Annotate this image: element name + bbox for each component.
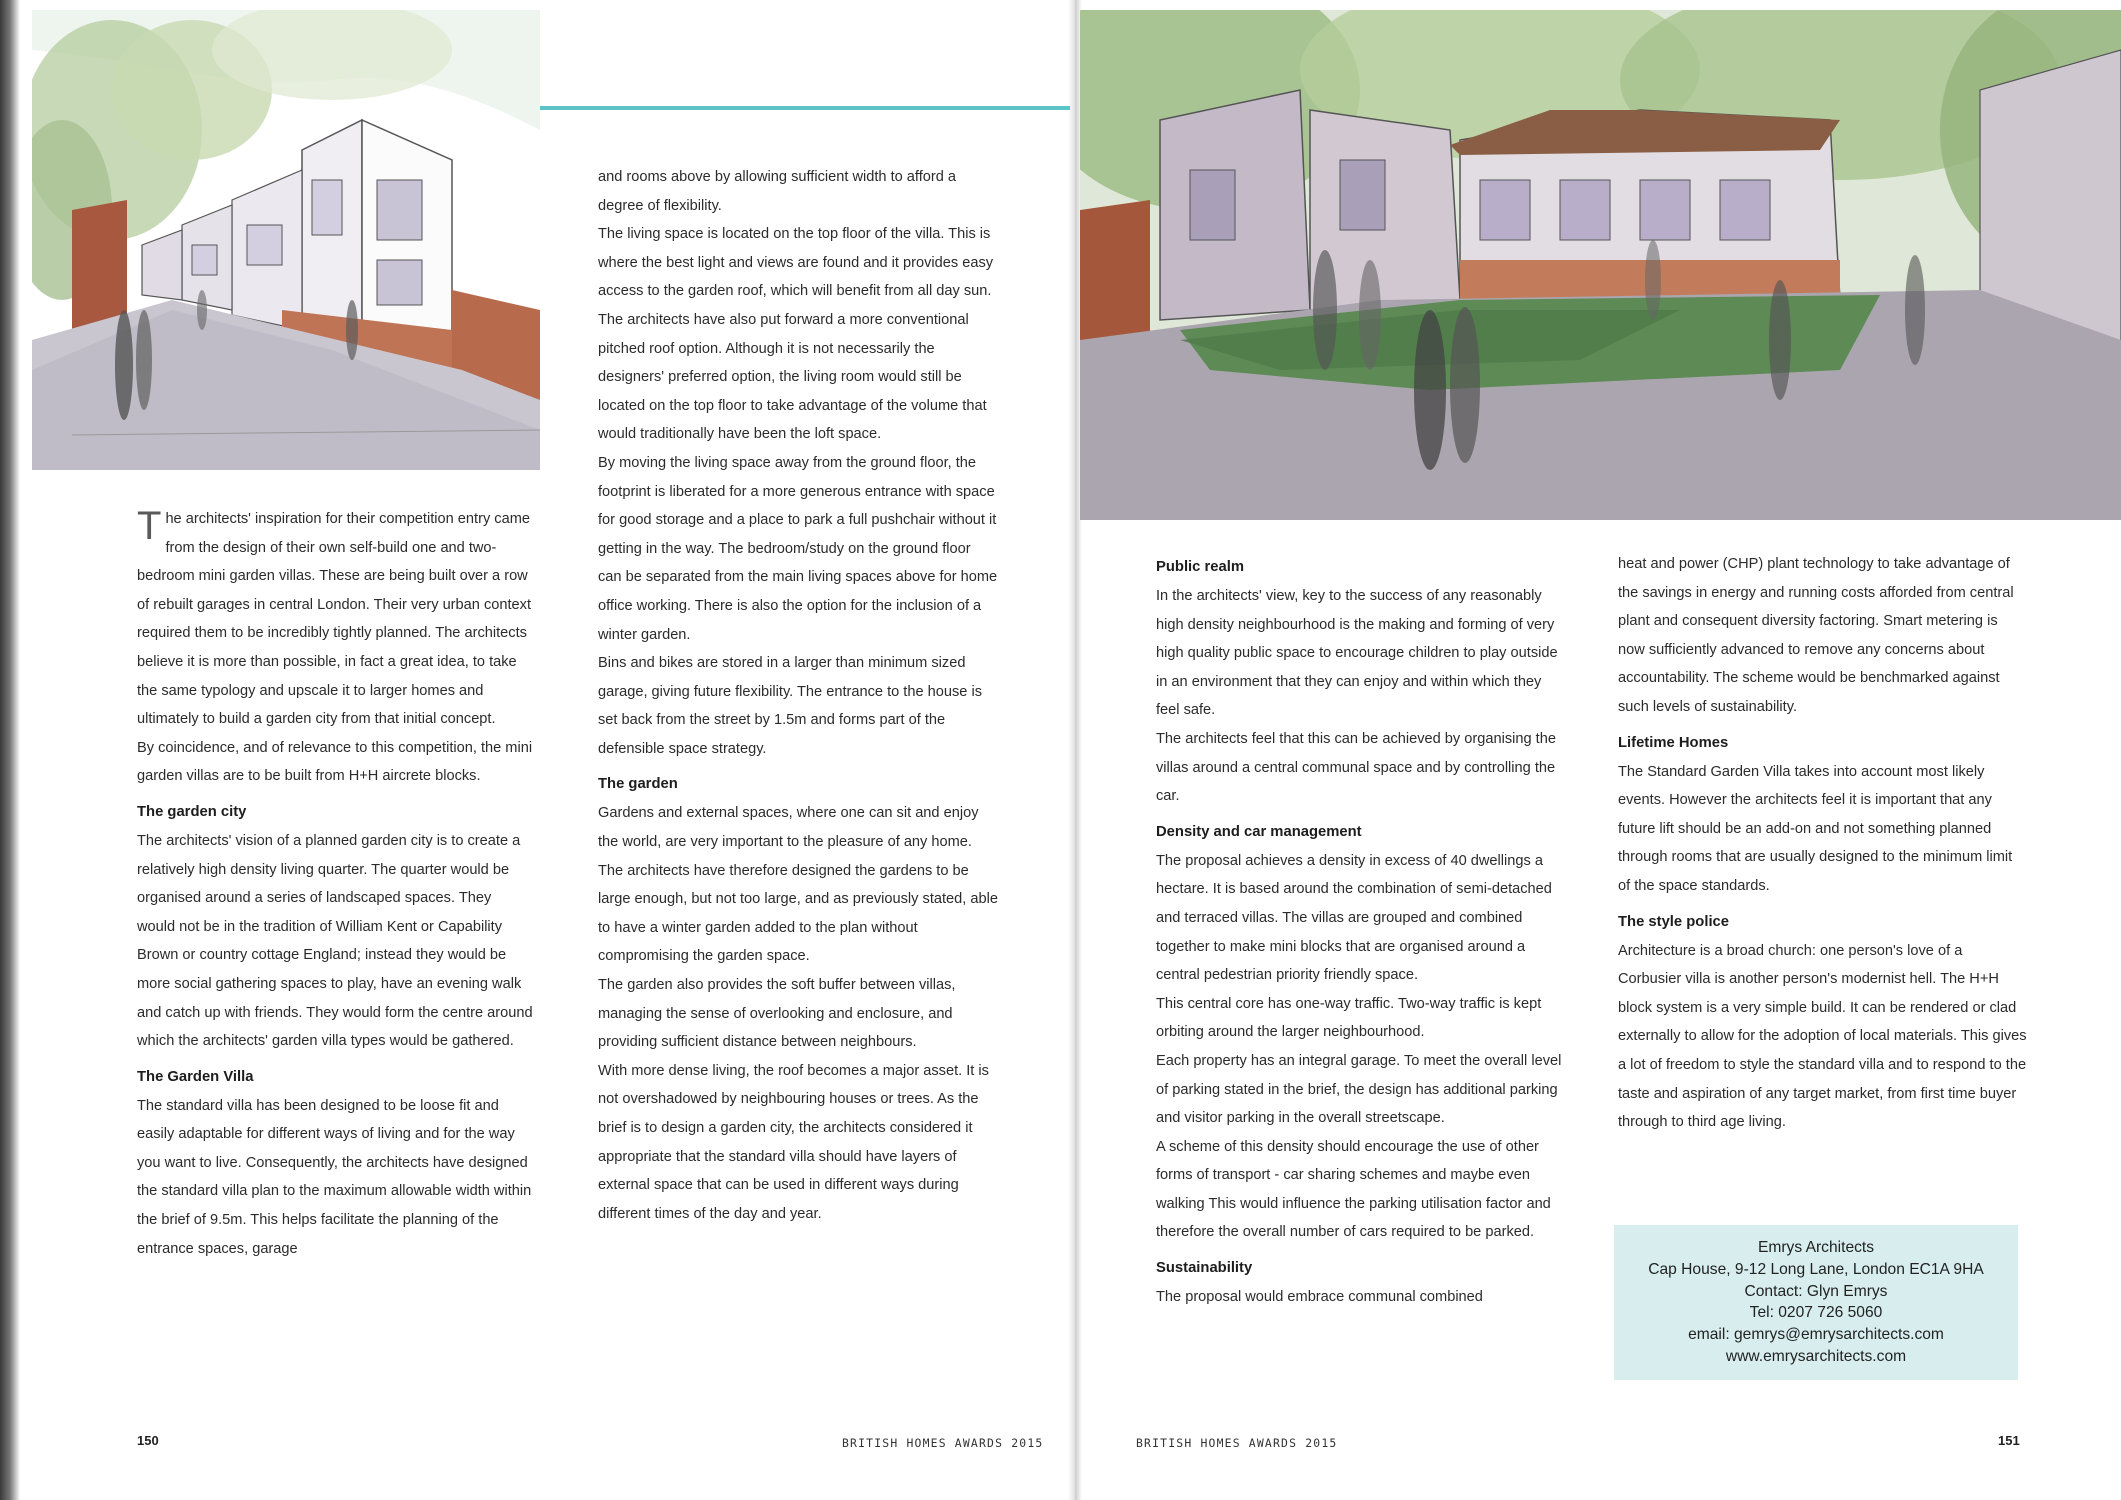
contact-address: Cap House, 9-12 Long Lane, London EC1A 9HA <box>1648 1260 1984 1278</box>
paragraph: The proposal would embrace communal combined <box>1156 1289 1483 1306</box>
section-heading-the-garden: The garden <box>598 776 678 793</box>
section-heading-garden-villa: The Garden Villa <box>137 1068 254 1085</box>
running-footer-left: BRITISH HOMES AWARDS 2015 <box>842 1436 1044 1450</box>
paragraph: Bins and bikes are stored in a larger than minimum sized garage, giving future flexibility. The entrance to the house is set back from the street by 1.5m and forms part of the defensible space strategy. <box>598 655 982 757</box>
page-number-right: 151 <box>1998 1433 2020 1448</box>
paragraph: The living space is located on the top floor of the villa. This is where the best light and views are found and it provides easy access to the garden roof, which will benefit from all day sun. <box>598 226 994 300</box>
paragraph: and rooms above by allowing sufficient width to afford a degree of flexibility. <box>598 169 957 214</box>
page-number-left: 150 <box>137 1433 159 1448</box>
contact-email: email: gemrys@emrysarchitects.com <box>1688 1326 1944 1344</box>
contact-person: Contact: Glyn Emrys <box>1744 1282 1888 1300</box>
paragraph: heat and power (CHP) plant technology to take advantage of the savings in energy and running costs afforded from central plant and consequent diversity factoring. Smart metering is now sufficiently advanced to remove any concerns about accountability. The scheme would be benchmarked against such levels of sustainability. <box>1618 556 2014 715</box>
paragraph: The standard villa has been designed to be loose fit and easily adaptable for different ways of living and for the way you want to live. Consequently, the architects have designed the standard villa plan to the maximum allowable width within the brief of 9.5m. This helps facilitate the planning of the entrance spaces, garage <box>137 1097 532 1257</box>
paragraph: The garden also provides the soft buffer between villas, managing the sense of overlooking and enclosure, and providing sufficient distance between neighbours. <box>598 977 956 1051</box>
contact-web: www.emrysarchitects.com <box>1725 1347 1907 1365</box>
paragraph: By coincidence, and of relevance to this competition, the mini garden villas are to be built from H+H aircrete blocks. <box>137 739 533 785</box>
right-courtyard-illustration <box>1080 10 2121 520</box>
contact-box <box>1614 1225 2018 1380</box>
paragraph: Gardens and external spaces, where one can sit and enjoy the world, are very important to the pleasure of any home. The architects have therefore designed the gardens to be large enough, but not too large, and as previously stated, able to have a winter garden added to the plan without compromising the garden space. <box>598 805 998 965</box>
paragraph: Architecture is a broad church: one person's love of a Corbusier villa is another person's modernist hell. The H+H block system is a very simple build. It can be rendered or clad externally to allow for the adoption of local materials. This gives a lot of freedom to style the standard villa and to respond to the taste and aspiration of any target market, from first time buyer through to third age living. <box>1618 942 2027 1131</box>
section-heading-lifetime-homes: Lifetime Homes <box>1618 734 1729 751</box>
paragraph: A scheme of this density should encourage the use of other forms of transport - car sharing schemes and maybe even walking This would influence the parking utilisation factor and therefore the overall number of cars required to be parked. <box>1156 1138 1551 1241</box>
page-binding-edge <box>0 0 20 1500</box>
left-street-illustration <box>32 10 540 470</box>
accent-rule <box>540 106 1070 110</box>
section-heading-sustainability: Sustainability <box>1156 1260 1253 1277</box>
section-heading-public-realm: Public realm <box>1156 559 1244 575</box>
running-footer-right: BRITISH HOMES AWARDS 2015 <box>1136 1436 1338 1450</box>
paragraph: The architects' vision of a planned garden city is to create a relatively high density living quarter. The quarter would be organised around a series of landscaped spaces. They would not be in the tradition of William Kent or Capability Brown or country cottage England; instead they would be more social gathering spaces to play, have an evening walk and catch up with friends. They would form the centre around which the architects' garden villa types would be gathered. <box>137 832 533 1050</box>
paragraph: Each property has an integral garage. To meet the overall level of parking stated in the brief, the design has additional parking and visitor parking in the overall streetscape. <box>1156 1052 1562 1127</box>
text-column-3 <box>1156 546 1568 1312</box>
paragraph: The proposal achieves a density in excess of 40 dwellings a hectare. It is based around the combination of semi-detached and terraced villas. The villas are grouped and combined together to make mini blocks that are organised around a central pedestrian priority friendly space. <box>1156 852 1552 984</box>
section-heading-style-police: The style police <box>1618 913 1730 930</box>
text-column-1 <box>137 505 533 1263</box>
text-column-2 <box>598 163 998 1228</box>
section-heading-density: Density and car management <box>1156 823 1362 840</box>
paragraph: In the architects' view, key to the success of any reasonably high density neighbourhood is the making and forming of very high quality public space to encourage children to play outside in an environment that they can enjoy and within which they feel safe. <box>1156 588 1558 719</box>
paragraph: The architects feel that this can be achieved by organising the villas around a central communal space and by controlling the car. <box>1156 730 1556 805</box>
contact-tel: Tel: 0207 726 5060 <box>1749 1304 1883 1322</box>
drop-cap: T <box>137 504 162 548</box>
intro-paragraph: The architects' inspiration for their competition entry came from the design of their own self-build one and two-bedroom mini garden villas. These are being built over a row of rebuilt garages in central London. Their very urban context required them to be incredibly tightly planned. The architects believe it is more than possible, in fact a great idea, to take the same typology and upscale it to larger homes and ultimately to build a garden city from that initial concept. <box>137 504 531 728</box>
paragraph: With more dense living, the roof becomes a major asset. It is not overshadowed by neighbouring houses or trees. As the brief is to design a garden city, the architects considered it appropriate that the standard villa should have layers of external space that can be used in different ways during different times of the day and year. <box>598 1062 989 1222</box>
contact-company: Emrys Architects <box>1757 1239 1875 1256</box>
paragraph: The architects have also put forward a more conventional pitched roof option. Although it is not necessarily the designers' preferred option, the living room would still be located on the top floor to take advantage of the volume that would traditionally have been the loft space. <box>598 311 987 443</box>
text-column-4 <box>1618 550 2028 1137</box>
paragraph: By moving the living space away from the ground floor, the footprint is liberated for a more generous entrance with space for good storage and a place to park a full pushchair without it getting in the way. The bedroom/study on the ground floor can be separated from the main living spaces above for home office working. There is also the option for the inclusion of a winter garden. <box>598 454 998 643</box>
paragraph: The Standard Garden Villa takes into account most likely events. However the architects feel it is important that any future lift should be an add-on and not something planned through rooms that are usually designed to the minimum limit of the space standards. <box>1618 763 2013 894</box>
section-heading-garden-city: The garden city <box>137 803 247 820</box>
paragraph: This central core has one-way traffic. Two-way traffic is kept orbiting around the larger neighbourhood. <box>1156 995 1542 1041</box>
